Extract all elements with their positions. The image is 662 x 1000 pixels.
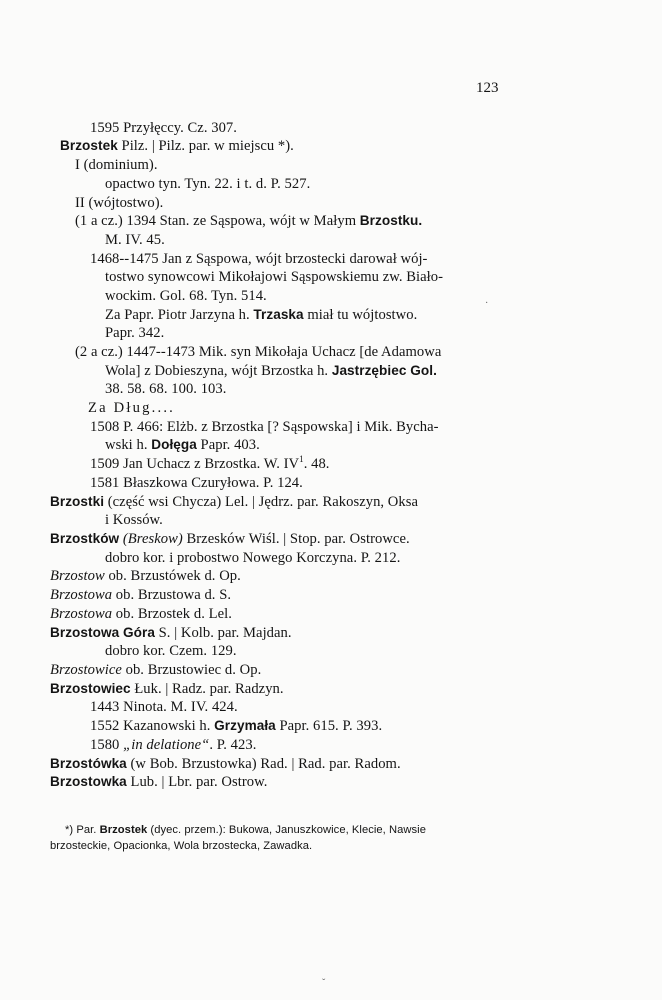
- text-line: opactwo tyn. Tyn. 22. i t. d. P. 527.: [105, 176, 311, 192]
- entry-line: Brzostowiec Łuk. | Radz. par. Radzyn.: [50, 681, 284, 697]
- entry-line: Brzostek Pilz. | Pilz. par. w miejscu *).: [60, 138, 294, 154]
- entry-headword: Brzostowa Góra: [50, 625, 155, 640]
- entry-line: Brzostowa Góra S. | Kolb. par. Majdan.: [50, 625, 292, 641]
- entry-line: Brzostki (część wsi Chycza) Lel. | Jędrz. par. Rakoszyn, Oksa: [50, 494, 419, 510]
- text-line: i Kossów.: [105, 512, 163, 528]
- text-line: 38. 58. 68. 100. 103.: [105, 381, 227, 397]
- entry-headword: Brzostowka: [50, 774, 127, 789]
- bold-term: Trzaska: [253, 307, 304, 322]
- text-line: wockim. Gol. 68. Tyn. 514.: [105, 288, 267, 304]
- entry-headword: Brzostowiec: [50, 681, 131, 696]
- text-line: Wola] z Dobieszyna, wójt Brzostka h. Jastrzębiec Gol.: [105, 363, 437, 379]
- text-line: 1509 Jan Uchacz z Brzostka. W. $IV^1$. 48.: [90, 454, 330, 472]
- entry-line: Brzostków (Breskow) Brzesków Wiśl. | Stop. par. Ostrowce.: [50, 531, 410, 547]
- entry-headword: Brzostki: [50, 494, 105, 509]
- entry-line: Brzostówka (w Bob. Brzustowka) Rad. | Rad. par. Radom.: [50, 756, 401, 772]
- text-line: M. IV. 45.: [105, 232, 165, 248]
- entry-headword: Brzostków: [50, 531, 120, 546]
- text-line: Za Dług....: [88, 400, 176, 416]
- text-line: 1580 „in delatione“. P. 423.: [90, 737, 257, 753]
- scan-speck: ·: [485, 298, 489, 309]
- text-line: (1 a cz.) 1394 Stan. ze Sąspowa, wójt w Małym Brzostku.: [75, 213, 423, 229]
- bold-term: Jastrzębiec Gol.: [331, 363, 437, 378]
- text-line: II (wójtostwo).: [75, 195, 164, 211]
- entry-headword: Brzostow: [50, 568, 105, 584]
- entry-line: Brzostowice ob. Brzustowiec d. Op.: [50, 662, 262, 678]
- page-number: 123: [476, 80, 499, 96]
- text-line: Za Papr. Piotr Jarzyna h. Trzaska miał tu wójtostwo.: [105, 307, 418, 323]
- text-line: 1443 Ninota. M. IV. 424.: [90, 699, 238, 715]
- entry-line: Brzostowa ob. Brzustowa d. S.: [50, 587, 232, 603]
- text-line: 1508 P. 466: Elżb. z Brzostka [? Sąspowska] i Mik. Bycha-: [90, 419, 439, 435]
- text-line: 1468--1475 Jan z Sąspowa, wójt brzostecki darował wój-: [90, 251, 428, 267]
- entry-headword: Brzostowa: [50, 606, 113, 622]
- text-line: 1581 Błaszkowa Czuryłowa. P. 124.: [90, 475, 303, 491]
- bold-term: Grzymała: [214, 718, 276, 733]
- entry-headword: Brzostowice: [50, 662, 122, 678]
- entry-line: Brzostowa ob. Brzostek d. Lel.: [50, 606, 232, 622]
- footnote-line: *) Par. Brzostek (dyec. przem.): Bukowa, Januszkowice, Klecie, Nawsie: [65, 824, 426, 836]
- text-line: dobro kor. Czem. 129.: [105, 643, 237, 659]
- footnote-line: brzosteckie, Opacionka, Wola brzostecka, Zawadka.: [50, 840, 313, 852]
- entry-headword: Brzostek: [60, 138, 118, 153]
- text-line: 1552 Kazanowski h. Grzymała Papr. 615. P. 393.: [90, 718, 383, 734]
- text-line: I (dominium).: [75, 157, 158, 173]
- text-line: Papr. 342.: [105, 325, 165, 341]
- entry-line: Brzostow ob. Brzustówek d. Op.: [50, 568, 241, 584]
- entry-line: Brzostowka Lub. | Lbr. par. Ostrow.: [50, 774, 268, 790]
- text-line: (2 a cz.) 1447--1473 Mik. syn Mikołaja Uchacz [de Adamowa: [75, 344, 442, 360]
- scan-speck: ˇ: [322, 978, 326, 989]
- bold-term: Dołęga: [151, 437, 197, 452]
- bold-term: Brzostek: [99, 824, 148, 836]
- text-line: wski h. Dołęga Papr. 403.: [105, 437, 260, 453]
- text-line: 1595 Przyłęccy. Cz. 307.: [90, 120, 237, 136]
- entry-headword: Brzostowa: [50, 587, 113, 603]
- entry-headword: Brzostówka: [50, 756, 127, 771]
- text-line: dobro kor. i probostwo Nowego Korczyna. P. 212.: [105, 550, 401, 566]
- text-line: tostwo synowcowi Mikołajowi Sąspowskiemu zw. Biało-: [105, 269, 444, 285]
- bold-term: Brzostku.: [359, 213, 423, 228]
